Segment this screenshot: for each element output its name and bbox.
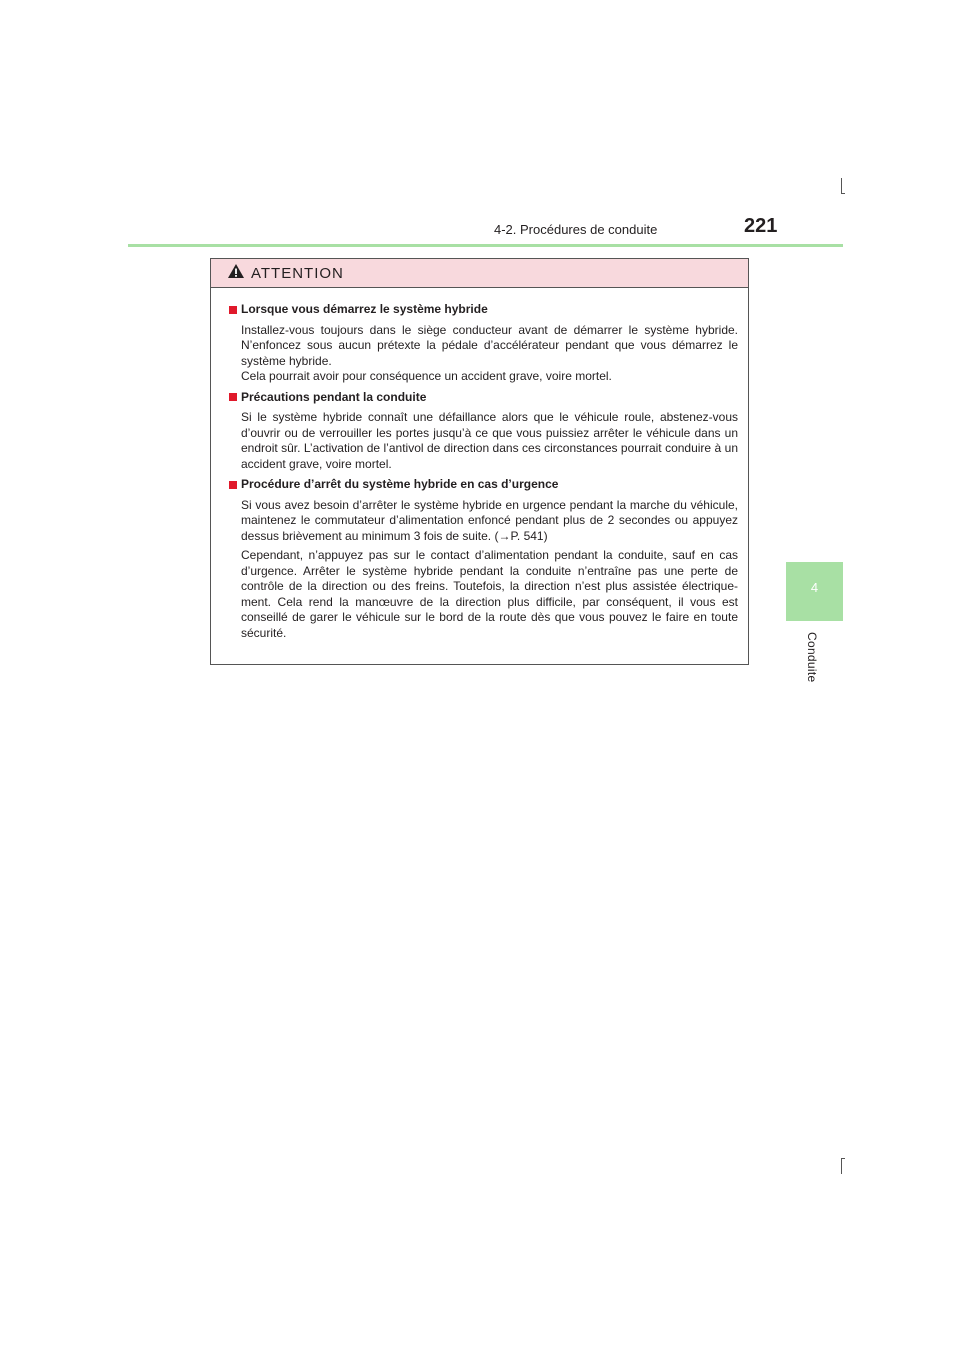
warning-triangle-icon [227, 263, 245, 284]
warning-box [210, 258, 749, 665]
crop-mark-top-tick [841, 193, 845, 194]
section-title: 4-2. Procédures de conduite [494, 222, 658, 237]
chapter-label: Conduite [805, 632, 819, 683]
warning-header [211, 259, 748, 288]
paragraph: Cependant, n’appuyez pas sur le contact d’alimentation pendant la conduite, sauf en cas d’urgence. Arrêter le système hybride pendant la conduite n’entraîne pas une perte de contrôle de la direction ou des freins. Toutefois, la direction n’est plus assistée électrique-ment. Cela rend la manœuvre de la direction plus difficile, par conséquent, il vous est conseillé de garer le véhicule sur le bord de la route dès que vous pouvez le faire en toute sécurité. [241, 548, 738, 640]
section-heading [229, 390, 738, 406]
section-heading-text: Lorsque vous démarrez le système hybride [241, 302, 488, 316]
crop-mark-bottom-tick [841, 1158, 845, 1159]
crop-mark-bottom [841, 1158, 842, 1174]
red-square-bullet-icon [229, 393, 237, 401]
paragraph: Si vous avez besoin d’arrêter le système hybride en urgence pendant la marche du véhicule, maintenez le commutateur d’alimentation enfoncé pendant plus de 2 secondes ou appuyez dessus brièvement au minimum 3 fois de suite. (→P. 541) [241, 497, 738, 543]
red-square-bullet-icon [229, 481, 237, 489]
warning-section-emergency-stop [229, 477, 738, 641]
chapter-tab [786, 562, 843, 621]
section-heading [229, 302, 738, 318]
page-number: 221 [744, 215, 778, 237]
red-square-bullet-icon [229, 306, 237, 314]
chapter-number: 4 [810, 580, 819, 595]
paragraph: Cela pourrait avoir pour conséquence un accident grave, voire mortel. [241, 369, 612, 383]
paragraph: Si le système hybride connaît une défaillance alors que le véhicule roule, abstenez-vous d’ouvrir ou de verrouiller les portes jusqu’à ce que vous puissiez arrêter le véhicule dans un endroit sûr. L’activation de l’antivol de direction dans ces circonstances pourrait conduire à un accident grave, voire mortel. [241, 410, 738, 471]
paragraph: Installez-vous toujours dans le siège conducteur avant de démarrer le système hybride. N’enfoncez sous aucun prétexte la pédale d’accélérateur pendant que vous démarrez le système hybride. [241, 322, 738, 368]
crop-mark-top [841, 178, 842, 194]
section-heading [229, 477, 738, 493]
warning-section-start [229, 302, 738, 385]
header-rule [128, 244, 843, 247]
section-heading-text: Procédure d’arrêt du système hybride en cas d’urgence [241, 477, 559, 491]
warning-section-driving [229, 390, 738, 473]
section-heading-text: Précautions pendant la conduite [241, 389, 427, 404]
warning-body [211, 288, 748, 641]
warning-title: ATTENTION [251, 264, 344, 282]
